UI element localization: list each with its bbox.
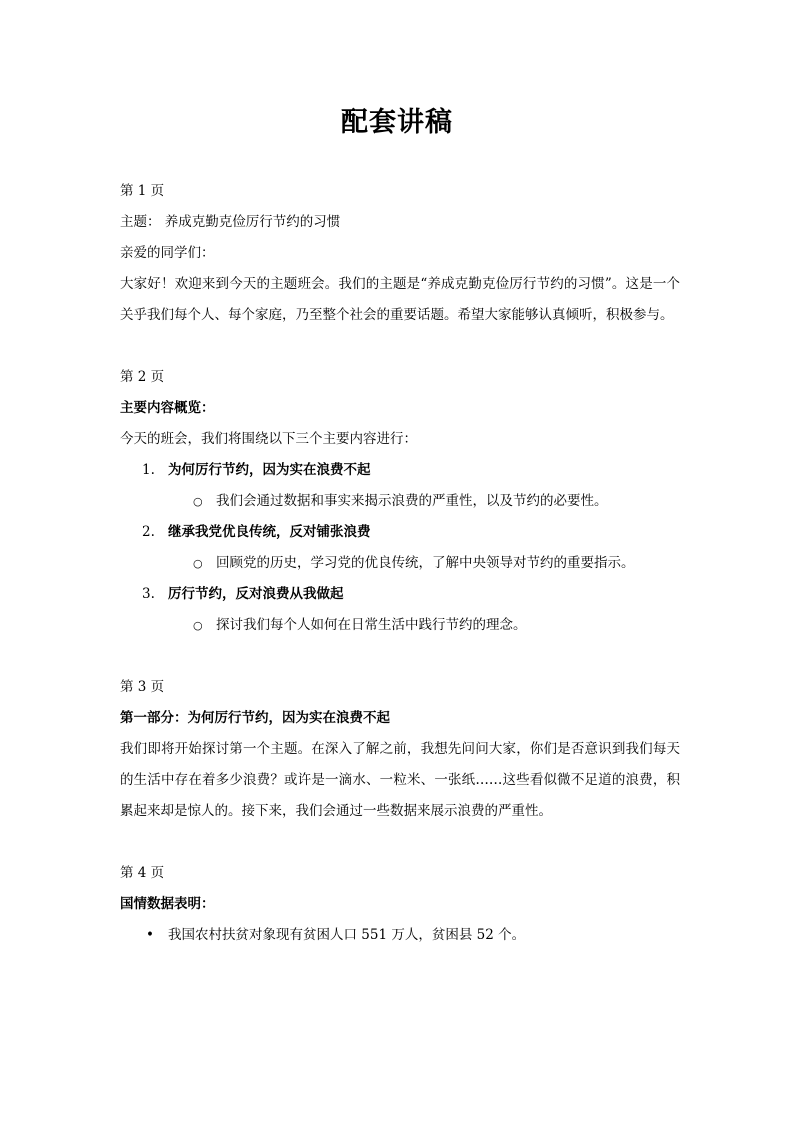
section-heading: 第一部分：为何厉行节约，因为实在浪费不起 — [120, 710, 390, 726]
item-description: 回顾党的历史，学习党的优良传统，了解中央领导对节约的重要指示。 — [216, 555, 635, 571]
item-number: 3. — [142, 586, 155, 602]
circle-bullet-icon: ○ — [193, 495, 203, 508]
section-heading: 国情数据表明： — [120, 896, 215, 912]
item-number: 1. — [142, 462, 155, 478]
section-page-1 — [120, 176, 680, 331]
item-title: 为何厉行节约，因为实在浪费不起 — [168, 462, 371, 478]
section-gap — [120, 641, 680, 672]
section-gap — [120, 827, 680, 858]
body-paragraph: 我们即将开始探讨第一个主题。在深入了解之前，我想先问问大家，你们是否意识到我们每天的生活中存在着多少浪费？或许是一滴水、一粒米、一张纸……这些看似微不足道的浪费，积累起来却是惊人的。接下来，我们会通过一些数据来展示浪费的严重性。 — [120, 741, 680, 819]
section-gap — [120, 331, 680, 362]
item-description: 我们会通过数据和事实来揭示浪费的严重性，以及节约的必要性。 — [216, 493, 608, 509]
section-page-3 — [120, 672, 680, 827]
circle-bullet-icon: ○ — [193, 619, 203, 632]
bullet-text: 我国农村扶贫对象现有贫困人口 551 万人，贫困县 52 个。 — [168, 927, 526, 943]
page-label: 第 3 页 — [120, 679, 165, 695]
item-title: 继承我党优良传统，反对铺张浪费 — [168, 524, 371, 540]
section-heading: 主要内容概览： — [120, 400, 215, 416]
greeting: 亲爱的同学们： — [120, 245, 215, 261]
bullet-dot-icon: • — [146, 927, 154, 943]
item-description: 探讨我们每个人如何在日常生活中践行节约的理念。 — [216, 617, 527, 633]
body-paragraph: 大家好！欢迎来到今天的主题班会。我们的主题是“养成克勤克俭厉行节约的习惯”。这是一个关乎我们每个人、每个家庭，乃至整个社会的重要话题。希望大家能够认真倾听，积极参与。 — [120, 276, 680, 323]
page-label: 第 2 页 — [120, 369, 165, 385]
item-title: 厉行节约，反对浪费从我做起 — [168, 586, 344, 602]
outline-item — [120, 517, 680, 579]
item-number: 2. — [142, 524, 155, 540]
circle-bullet-icon: ○ — [193, 557, 203, 570]
outline-item — [120, 455, 680, 517]
section-heading: 主题： 养成克勤克俭厉行节约的习惯 — [120, 214, 341, 230]
document-title: 配套讲稿 — [341, 107, 453, 138]
outline-item — [120, 579, 680, 641]
page-label: 第 4 页 — [120, 865, 165, 881]
page-label: 第 1 页 — [120, 183, 165, 199]
intro-text: 今天的班会，我们将围绕以下三个主要内容进行： — [120, 431, 417, 447]
section-page-2 — [120, 362, 680, 641]
bullet-list-item — [120, 920, 680, 951]
outline-list — [120, 455, 680, 641]
document-body — [120, 176, 680, 951]
section-page-4 — [120, 858, 680, 951]
